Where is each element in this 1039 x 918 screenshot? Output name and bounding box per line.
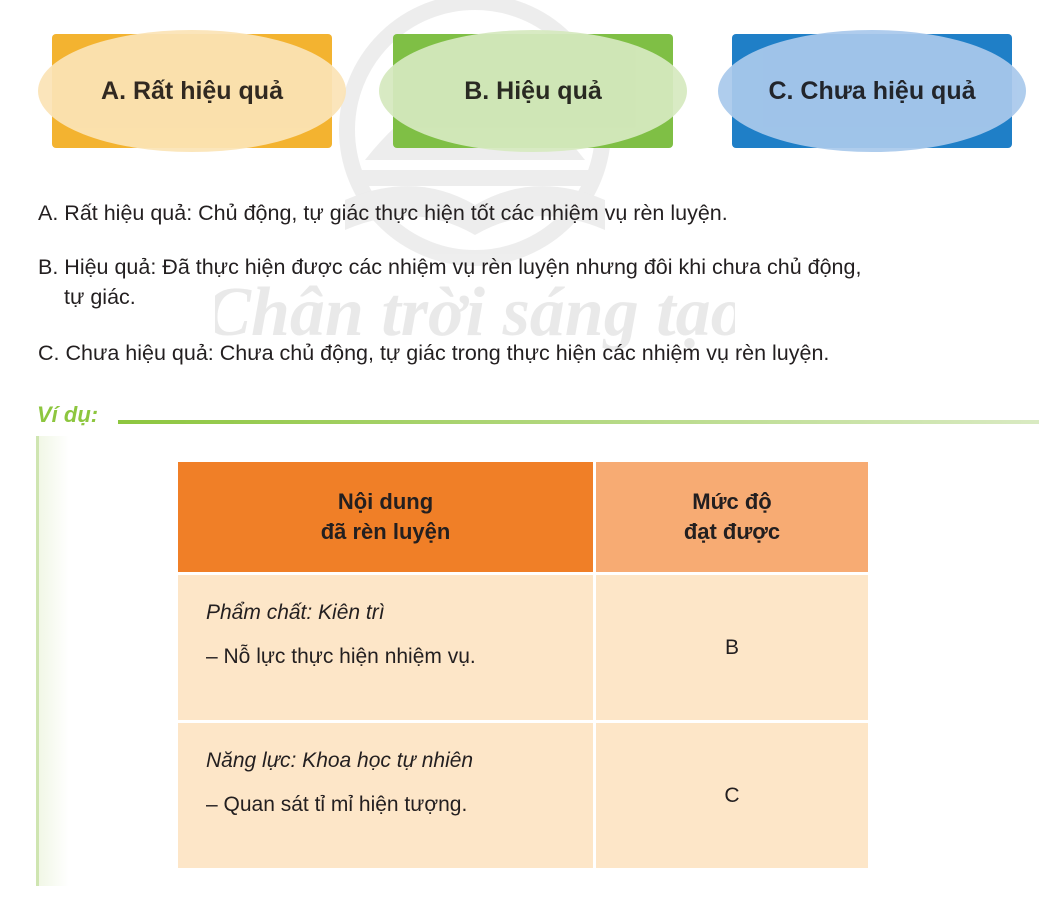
watermark-text: Chân trời sáng tạo: [215, 274, 735, 351]
row-task: – Nỗ lực thực hiện nhiệm vụ.: [206, 645, 476, 668]
description-b-line1: B. Hiệu quả: Đã thực hiện được các nhiệm vụ rèn luyện nhưng đôi khi chưa chủ động,: [38, 255, 862, 279]
level-b-badge: [393, 30, 673, 152]
header-content: [177, 461, 595, 574]
description-b-line2: tự giác.: [64, 285, 136, 309]
example-heading: Ví dụ:: [37, 402, 99, 427]
level-b-label: B. Hiệu quả: [379, 30, 687, 152]
row-level: B: [595, 574, 870, 722]
header-content-line2: đã rèn luyện: [320, 519, 451, 544]
row-task: – Quan sát tỉ mỉ hiện tượng.: [206, 793, 468, 816]
row-quality: Phẩm chất: Kiên trì: [206, 601, 385, 624]
table-row: [177, 574, 870, 722]
level-c-label: C. Chưa hiệu quả: [718, 30, 1026, 152]
level-a-label: A. Rất hiệu quả: [38, 30, 346, 152]
example-table: [175, 459, 871, 871]
row-quality: Năng lực: Khoa học tự nhiên: [206, 749, 474, 772]
header-level-line1: Mức độ: [692, 489, 772, 514]
description-a: A. Rất hiệu quả: Chủ động, tự giác thực hiện tốt các nhiệm vụ rèn luyện.: [38, 201, 728, 225]
row-content: [177, 722, 595, 870]
row-content: [177, 574, 595, 722]
description-c: C. Chưa hiệu quả: Chưa chủ động, tự giác trong thực hiện các nhiệm vụ rèn luyện.: [38, 341, 830, 365]
header-level-line2: đạt được: [683, 519, 781, 544]
level-c-badge: [732, 30, 1012, 152]
table-row: [177, 722, 870, 870]
header-level: [595, 461, 870, 574]
example-divider: [118, 420, 1039, 424]
description-b: [38, 252, 1028, 312]
row-level: C: [595, 722, 870, 870]
table-header-row: [177, 461, 870, 574]
header-content-line1: Nội dung: [337, 489, 434, 514]
level-a-badge: [52, 30, 332, 152]
